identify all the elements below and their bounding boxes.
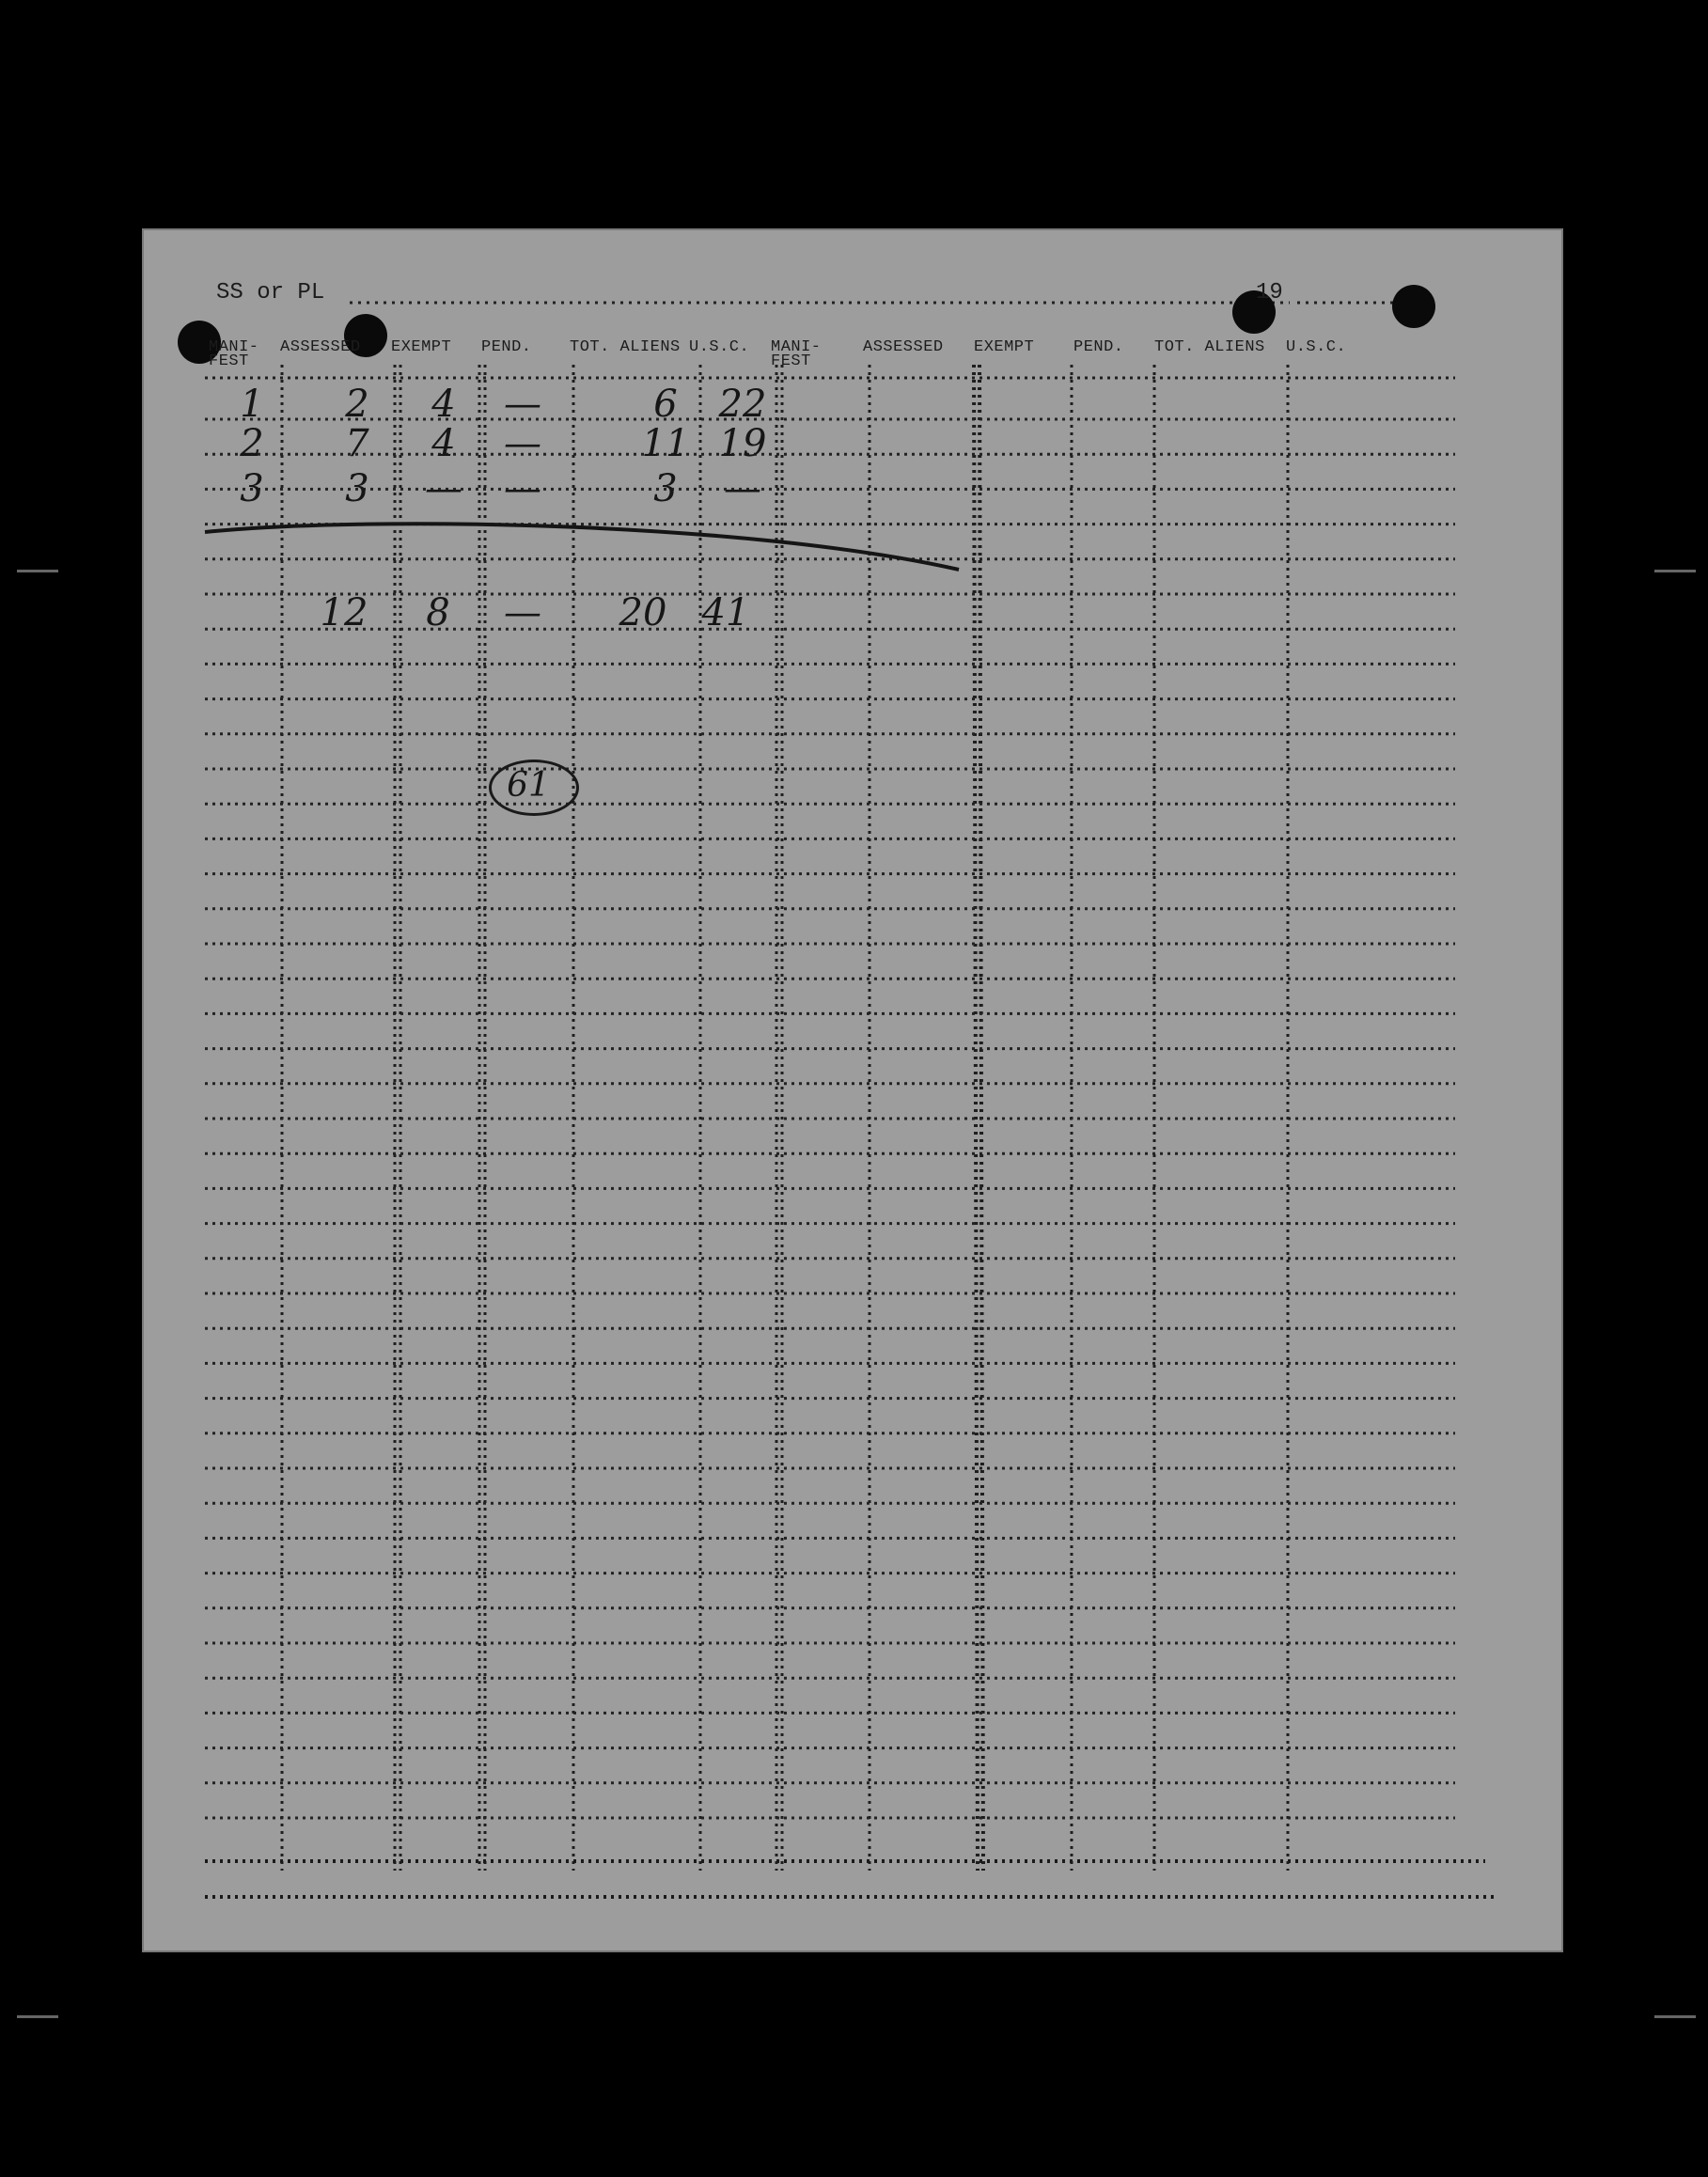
entry-exempt: —: [425, 467, 462, 510]
column-header: TOT. ALIENS: [570, 338, 681, 356]
column-header: PEND.: [1073, 338, 1124, 356]
column-header: MANI- FEST: [771, 338, 822, 371]
entry-exempt: 4: [431, 422, 456, 465]
total-assessed: 12: [320, 591, 368, 634]
entry-manifest: 3: [240, 467, 264, 510]
column-header: U.S.C.: [689, 338, 750, 356]
entry-pend: —: [504, 467, 541, 510]
column-header: ASSESSED: [863, 338, 944, 356]
column-header: PEND.: [481, 338, 532, 356]
entry-assessed: 3: [345, 467, 369, 510]
entry-exempt: 4: [431, 383, 456, 426]
entry-usc: 19: [718, 422, 767, 465]
column-header: TOT. ALIENS: [1154, 338, 1265, 356]
entry-assessed: 2: [345, 383, 369, 426]
entry-tot-aliens: 6: [653, 383, 678, 426]
total-pend: —: [504, 591, 541, 634]
column-header: EXEMPT: [974, 338, 1035, 356]
entry-manifest: 2: [240, 422, 264, 465]
total-exempt: 8: [426, 591, 450, 634]
grand-total: 61: [507, 766, 550, 805]
column-header: EXEMPT: [391, 338, 452, 356]
total-usc: 41: [701, 591, 750, 634]
entry-tot-aliens: 11: [641, 422, 690, 465]
ship-label: SS or PL: [216, 280, 325, 305]
entry-usc: —: [724, 467, 761, 510]
binder-hole-right: [1392, 285, 1435, 328]
total-tot-aliens: 20: [619, 591, 667, 634]
year-prefix: 19: [1256, 280, 1283, 305]
entry-pend: —: [504, 422, 541, 465]
entry-usc: 22: [718, 383, 767, 426]
entry-manifest: 1: [240, 383, 264, 426]
entry-tot-aliens: 3: [653, 467, 678, 510]
column-header: U.S.C.: [1286, 338, 1347, 356]
entry-pend: —: [504, 383, 541, 426]
entry-assessed: 7: [345, 422, 369, 465]
column-header: MANI- FEST: [209, 338, 259, 371]
column-header: ASSESSED: [280, 338, 361, 356]
